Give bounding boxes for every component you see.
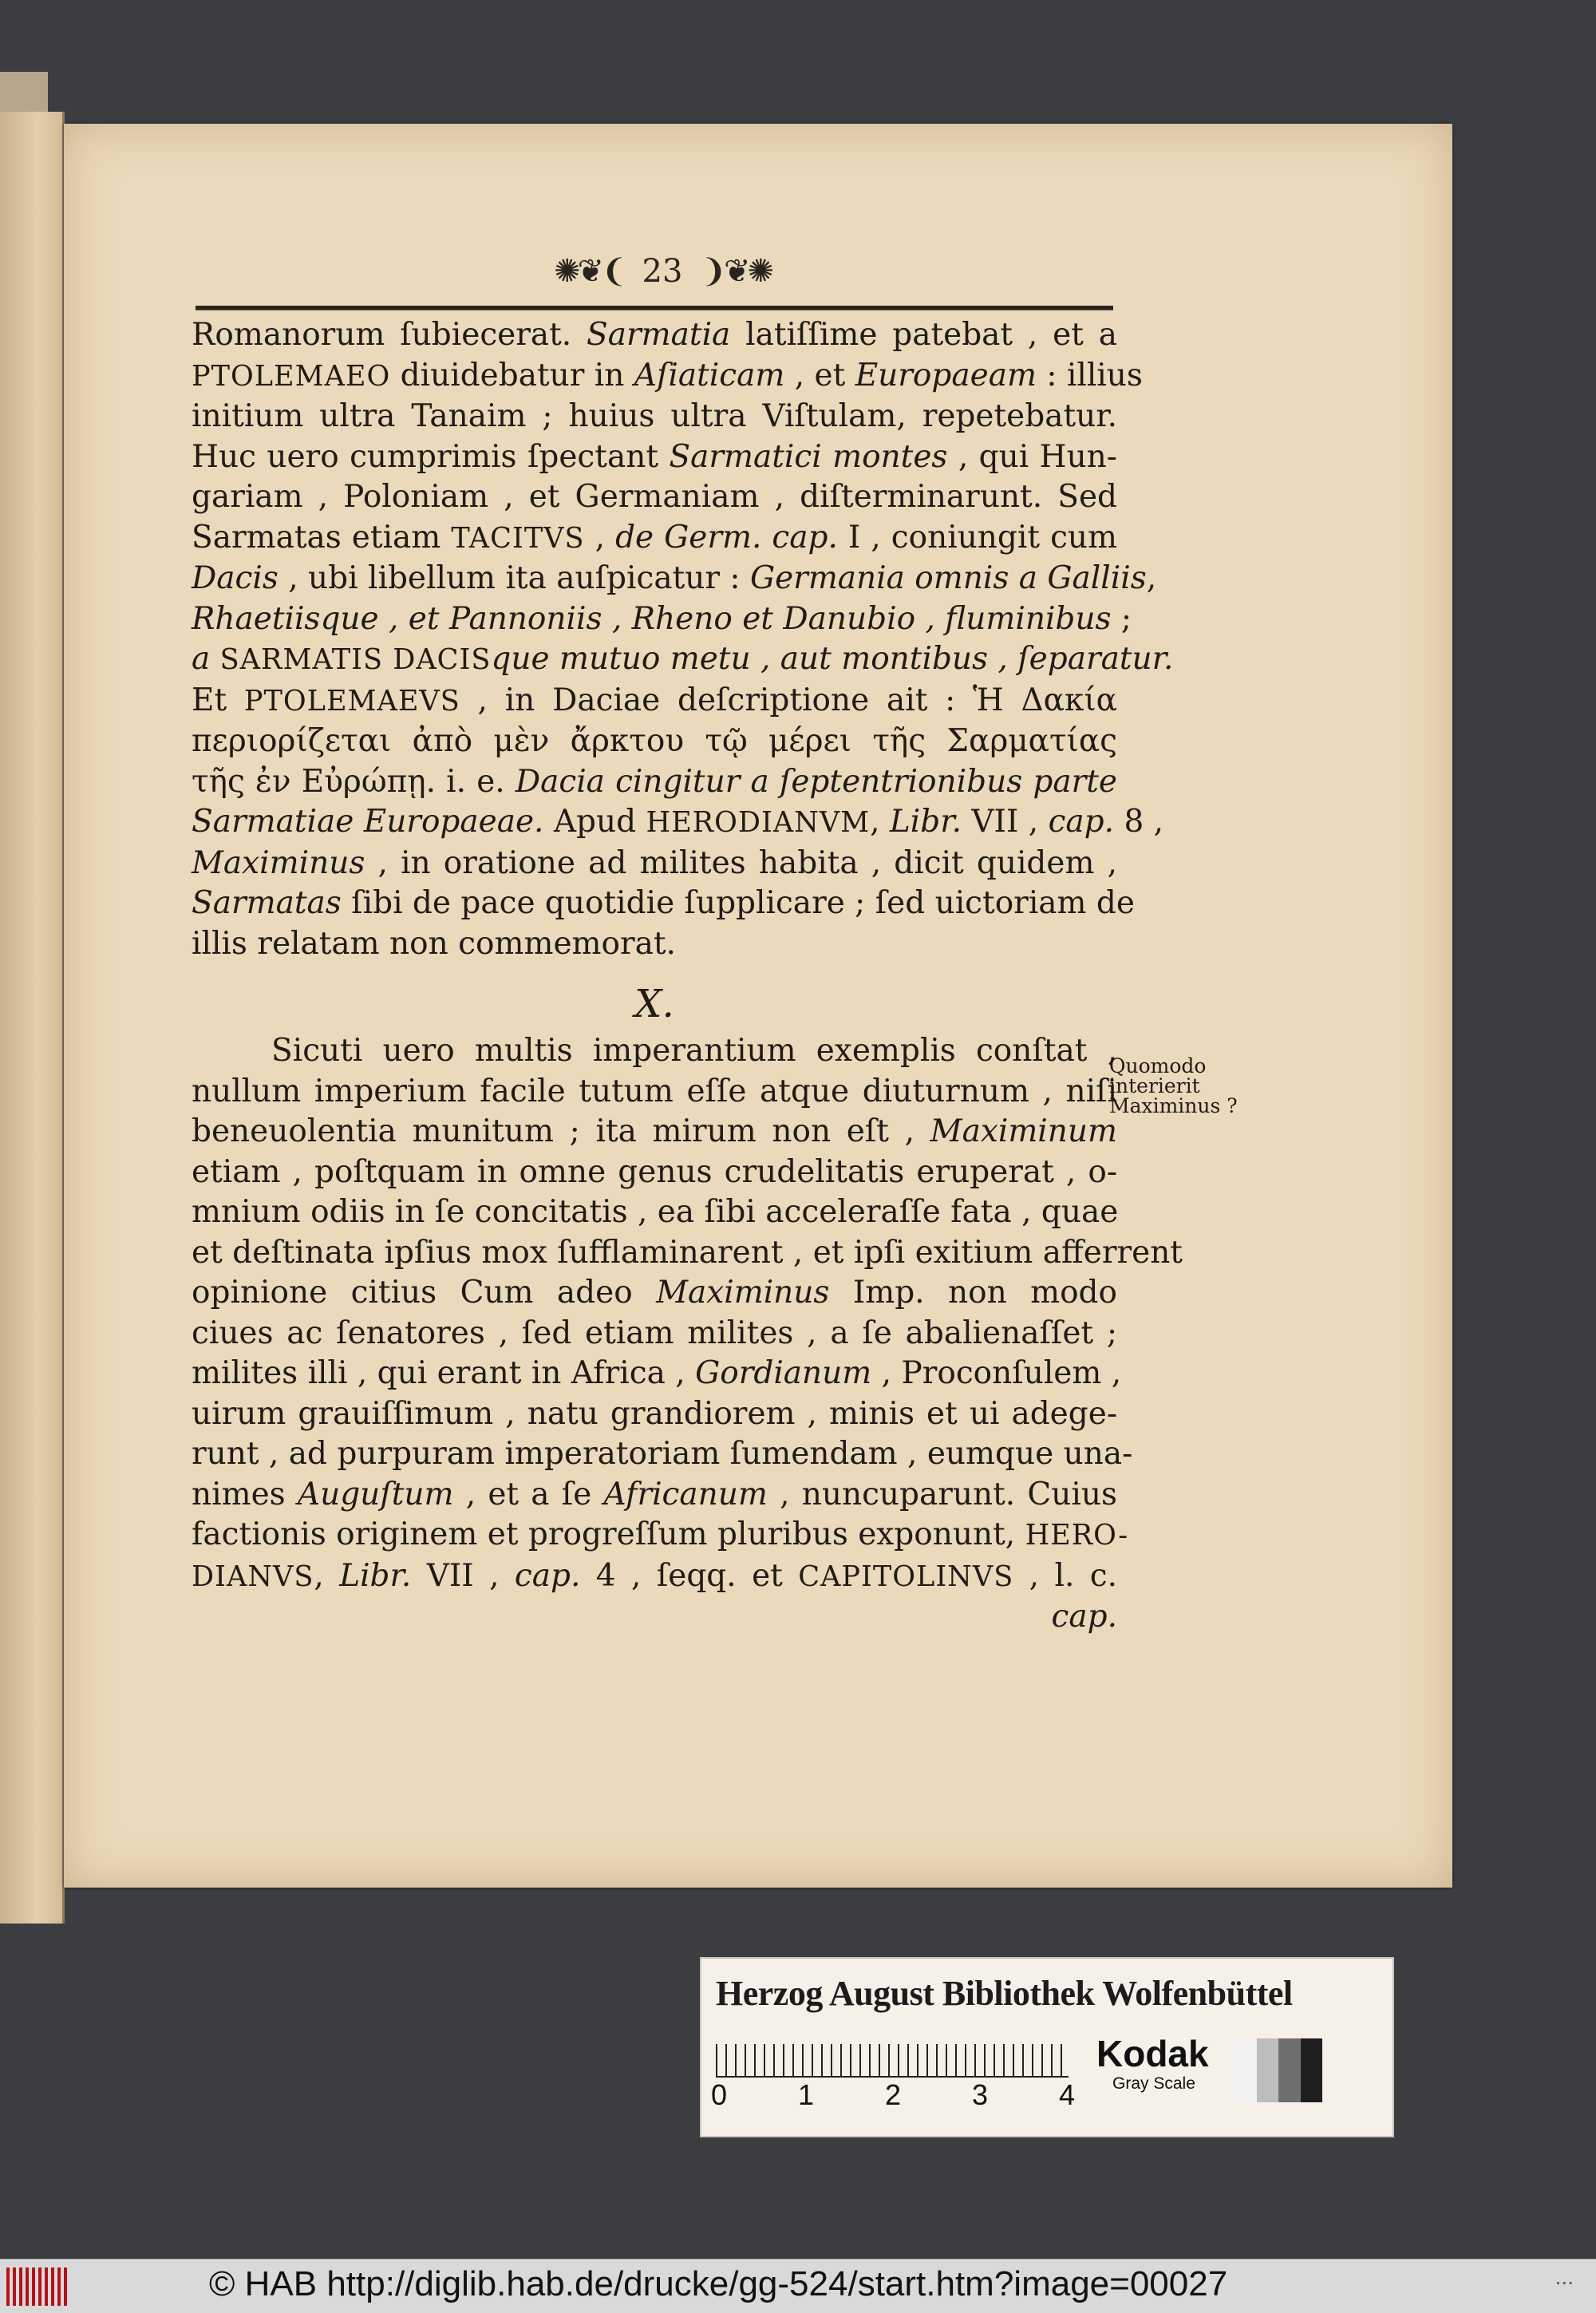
scale-ruler <box>716 2034 1069 2078</box>
section-heading: X. <box>634 982 674 1026</box>
text-segment: Sicuti uero multis imperantium exemplis conſtat , <box>271 1033 1117 1069</box>
text-line <box>192 559 1157 599</box>
text-segment: , qui Hun- <box>947 438 1117 475</box>
text-segment: que mutuo metu , aut montibus , ſeparatur. <box>491 641 1174 677</box>
text-segment: 4 , ſeqq. et <box>580 1557 799 1594</box>
text-line <box>192 1112 1117 1153</box>
header-rule <box>196 306 1113 310</box>
scale-numbers <box>711 2078 1086 2118</box>
scale-number: 3 <box>972 2078 989 2111</box>
text-segment: , in Daciae deſcriptione ait : Ἡ Δακία <box>460 682 1117 718</box>
text-line <box>192 1597 1117 1638</box>
text-segment: , in oratione ad milites habita , dicit quidem , <box>365 844 1117 881</box>
text-segment: nimes <box>192 1476 298 1512</box>
text-segment: ſibi de pace quotidie ſupplicare ; ſed uictoriam de <box>341 885 1135 921</box>
marginal-note-line: Quomodo <box>1109 1054 1207 1077</box>
text-segment: TACITVS <box>451 521 585 555</box>
text-line <box>192 477 1117 518</box>
text-segment: HERO- <box>1025 1519 1129 1552</box>
gray-patch <box>1278 2038 1301 2102</box>
text-segment: mnium odiis in ſe concitatis , ea ſibi acceleraſſe fata , quae <box>192 1194 1119 1230</box>
text-segment: , <box>584 519 616 556</box>
text-segment: Apud <box>543 804 646 840</box>
text-segment: , <box>314 1557 340 1594</box>
gray-patch <box>1235 2038 1257 2102</box>
scale-number: 4 <box>1059 2078 1076 2111</box>
text-line <box>192 1515 1129 1556</box>
text-line <box>192 722 1117 762</box>
stamp-title: Herzog August Bibliothek Wolfenbüttel <box>716 1974 1293 2013</box>
text-line <box>192 599 1132 640</box>
text-line <box>192 1273 1117 1314</box>
text-line <box>192 681 1117 722</box>
scale-number: 0 <box>711 2078 728 2111</box>
text-segment: Europaeam <box>855 357 1037 393</box>
text-segment: Gordianum <box>695 1355 872 1391</box>
hab-logo-icon <box>6 2268 69 2306</box>
text-line <box>192 1354 1122 1394</box>
text-segment: gariam , Poloniam , et Germaniam , diſterminarunt. Sed <box>192 479 1117 515</box>
text-segment: factionis originem et progreſſum pluribus exponunt, <box>192 1516 1025 1552</box>
previous-page-edge <box>0 112 65 1924</box>
marginal-note-line: Maximinus ? <box>1109 1094 1238 1117</box>
text-segment: , l. c. <box>1013 1557 1117 1594</box>
gray-scale-patches <box>1235 2038 1322 2102</box>
text-segment: , ubi libellum ita auſpicatur : <box>278 560 750 596</box>
text-segment: Rhaetiisque , et Pannoniis , Rheno et Danubio , fluminibus <box>192 600 1112 637</box>
text-line <box>192 884 1135 924</box>
text-segment: Maximinus <box>192 844 365 881</box>
text-line <box>192 1556 1117 1598</box>
text-segment: περιορίζεται ἀπὸ μὲν ἄρκτου τῷ μέρει τῆς Σαρματίας <box>192 723 1117 759</box>
text-segment: Sarmatas <box>192 885 342 921</box>
text-line <box>192 762 1117 803</box>
text-segment: HERODIANVM <box>646 806 871 839</box>
page-number: 23 <box>642 253 683 290</box>
text-line <box>192 1475 1117 1516</box>
text-segment: runt , ad purpuram imperatoriam ſumendam , eumque una- <box>192 1436 1133 1472</box>
text-line <box>192 1394 1117 1435</box>
scale-number: 1 <box>798 2078 815 2111</box>
footer-url[interactable]: © HAB http://diglib.hab.de/drucke/gg-524/start.htm?image=00027 <box>209 2264 1228 2303</box>
text-line <box>192 802 1164 844</box>
text-segment: : illius <box>1036 357 1143 393</box>
text-segment: Africanum <box>603 1476 768 1512</box>
text-segment: SARMATIS DACIS <box>219 643 492 676</box>
text-line <box>192 1031 1117 1072</box>
text-segment: I , coniungit cum <box>837 519 1118 556</box>
running-header <box>519 251 806 291</box>
text-segment: cap. <box>1048 804 1115 840</box>
text-segment: initium ultra Tanaim ; huius ultra Viſtulam, repetebatur. <box>192 398 1117 434</box>
text-segment: VII , <box>411 1557 515 1594</box>
text-segment: opinione citius Cum adeo <box>192 1275 657 1311</box>
text-segment: ciues ac ſenatores , ſed etiam milites , a ſe abalienaſſet ; <box>192 1315 1117 1351</box>
text-segment: Sarmatas etiam <box>192 519 452 556</box>
text-line <box>192 1434 1133 1475</box>
ornament-left-icon: ✺❦❨ <box>554 253 625 290</box>
text-segment: Aſiaticam <box>634 357 785 393</box>
text-segment: etiam , poſtquam in omne genus crudelitatis eruperat , o- <box>192 1153 1117 1190</box>
text-segment: illis relatam non commemorat. <box>192 925 676 962</box>
text-segment: nullum imperium facile tutum eſſe atque diuturnum , niſi <box>192 1073 1117 1109</box>
text-line <box>192 437 1117 478</box>
text-segment: , <box>870 804 890 840</box>
text-segment: Romanorum ſubiecerat. <box>192 317 587 353</box>
text-segment: Libr. <box>339 1557 412 1594</box>
marginal-note-line: interierit <box>1109 1074 1200 1097</box>
text-line <box>192 1233 1183 1274</box>
text-segment: Germania omnis a Galliis <box>749 560 1147 596</box>
text-line <box>192 924 1117 965</box>
text-segment: VII , <box>962 804 1049 840</box>
gray-patch <box>1257 2038 1279 2102</box>
footer-bar <box>0 2259 1596 2313</box>
text-line <box>192 518 1117 559</box>
text-segment: ; <box>1111 600 1132 637</box>
text-line <box>192 1153 1117 1193</box>
gray-patch <box>1301 2038 1323 2102</box>
text-segment: cap. <box>1051 1599 1117 1635</box>
text-segment: de Germ. cap. <box>615 519 838 556</box>
text-segment: Huc uero cumprimis ſpectant <box>192 438 670 475</box>
text-segment: milites illi , qui erant in Africa , <box>192 1355 696 1391</box>
text-segment: Sarmatia <box>587 317 731 353</box>
text-segment: Et <box>192 682 244 718</box>
text-segment: latiſſime patebat , et a <box>730 317 1117 353</box>
text-line <box>192 844 1117 884</box>
text-segment: 8 , <box>1114 804 1164 840</box>
marginal-note <box>1109 1056 1261 1116</box>
text-segment: cap. <box>514 1557 581 1594</box>
text-segment <box>210 641 219 677</box>
text-segment: Sarmatiae Europaeae. <box>192 804 544 840</box>
text-line <box>192 1192 1117 1233</box>
text-line <box>192 397 1117 437</box>
kodak-logo: Kodak <box>1096 2033 1209 2074</box>
text-segment: , Proconſulem , <box>871 1355 1122 1391</box>
text-segment: CAPITOLINVS <box>798 1560 1014 1593</box>
text-segment: , nuncuparunt. Cuius <box>767 1476 1117 1512</box>
text-segment: Sarmatici montes <box>669 438 948 475</box>
text-segment: PTOLEMAEO <box>192 359 391 393</box>
paragraph-ix-end <box>192 315 1174 964</box>
text-segment: Maximinus <box>656 1275 830 1311</box>
text-segment: beneuolentia munitum ; ita mirum non eſt , <box>192 1113 930 1149</box>
text-segment: DIANVS <box>192 1560 314 1593</box>
text-segment: Dacis <box>192 560 279 596</box>
text-segment: Maximinum <box>930 1113 1117 1149</box>
gray-scale-label: Gray Scale <box>1112 2074 1195 2093</box>
text-segment: Auguſtum <box>297 1476 454 1512</box>
text-segment: diuidebatur in <box>390 357 634 393</box>
text-segment: uirum grauiſſimum , natu grandiorem , minis et ui adege- <box>192 1395 1117 1432</box>
text-segment: et deſtinata ipſius mox ſufflaminarent , et ipſi exitium afferrent <box>192 1234 1183 1271</box>
text-segment: PTOLEMAEVS <box>243 684 460 718</box>
text-segment: , et a ſe <box>453 1476 604 1512</box>
scale-number: 2 <box>885 2078 902 2111</box>
text-line <box>192 356 1143 397</box>
text-segment: a <box>192 641 211 677</box>
text-line <box>192 639 1174 681</box>
text-segment: Libr. <box>889 804 962 840</box>
text-segment: , et <box>784 357 855 393</box>
more-icon[interactable]: ... <box>1555 2264 1574 2289</box>
text-segment: τῆς ἐν Εὐρώπῃ. i. e. <box>192 763 516 800</box>
text-line <box>192 315 1117 356</box>
text-segment: Dacia cingitur a ſeptentrionibus parte <box>515 763 1117 800</box>
library-stamp <box>700 1957 1394 2137</box>
text-line <box>192 1072 1117 1113</box>
ornament-right-icon: ❩❦✺ <box>700 253 771 290</box>
text-segment: , <box>1146 560 1157 596</box>
text-segment: Imp. non modo <box>829 1275 1117 1311</box>
text-line <box>192 1314 1117 1354</box>
